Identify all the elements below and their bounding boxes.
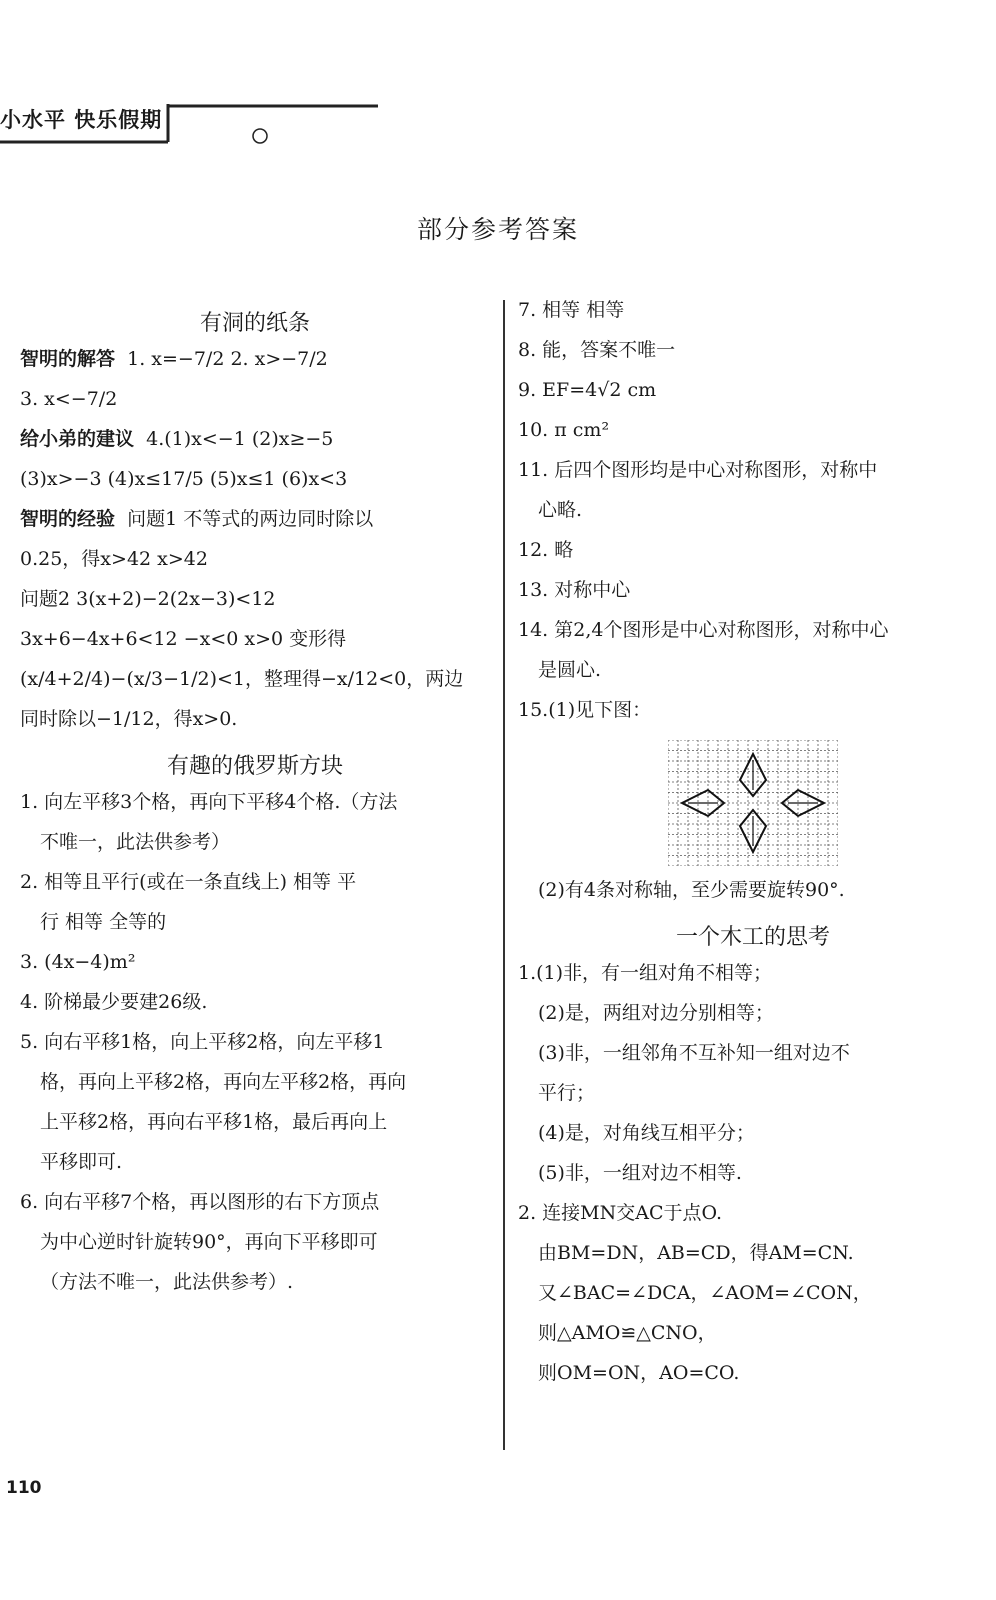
answer-line: 又∠BAC=∠DCA，∠AOM=∠CON，	[538, 1282, 872, 1304]
answer-line: 8. 能，答案不唯一	[518, 339, 676, 361]
figure-caption: (2)有4条对称轴，至少需要旋转90°.	[538, 879, 845, 901]
left-column	[20, 300, 490, 1312]
section-title: 有洞的纸条	[199, 311, 310, 336]
answer-line: 上平移2格，再向右平移1格，最后再向上	[40, 1111, 388, 1133]
answer-line: 平移即可.	[40, 1151, 123, 1173]
answer-line: (2)是，两组对边分别相等；	[538, 1002, 774, 1024]
answer-line: 则OM=ON，AO=CO.	[538, 1362, 740, 1384]
answer-line: 智明的经验 问题1 不等式的两边同时除以	[20, 508, 374, 530]
answer-line: 由BM=DN，AB=CD，得AM=CN.	[538, 1242, 854, 1264]
answer-line: 12. 略	[518, 539, 574, 561]
page-title: 部分参考答案	[416, 215, 579, 244]
answer-line: 格，再向上平移2格，再向左平移2格，再向	[40, 1071, 407, 1093]
answer-line: (3)非，一组邻角不互补知一组对边不	[538, 1042, 850, 1064]
answer-line: 为中心逆时针旋转90°，再向下平移即可	[40, 1231, 378, 1253]
answer-line: 1. 向左平移3个格，再向下平移4个格.（方法	[20, 791, 398, 813]
page-number: 110	[6, 1478, 42, 1498]
column-divider	[503, 300, 505, 1450]
answer-line: 问题2 3(x+2)−2(2x−3)<12	[20, 588, 276, 610]
section-title: 一个木工的思考	[675, 925, 830, 950]
header-banner: 小水平 快乐假期	[0, 108, 163, 132]
answer-line: 是圆心.	[538, 659, 602, 681]
answer-line: 3. x<−7/2	[20, 388, 118, 410]
answer-line: 9. EF=4√2 cm	[518, 379, 657, 401]
answer-line: 14. 第2,4个图形是中心对称图形，对称中心	[518, 619, 889, 641]
answer-line: 15.(1)见下图：	[518, 699, 652, 721]
answer-line: 2. 相等且平行(或在一条直线上) 相等 平	[20, 871, 357, 893]
answer-line: (3)x>−3 (4)x≤17/5 (5)x≤1 (6)x<3	[20, 468, 348, 490]
grid-figure	[668, 740, 838, 866]
answer-line: 不唯一，此法供参考）	[40, 831, 231, 853]
answer-line: 13. 对称中心	[518, 579, 631, 601]
answer-line: 2. 连接MN交AC于点O.	[518, 1202, 723, 1224]
answer-line: 1.(1)非，有一组对角不相等；	[518, 962, 773, 984]
answer-line: (4)是，对角线互相平分；	[538, 1122, 755, 1144]
answer-line: 5. 向右平移1格，向上平移2格，向左平移1	[20, 1031, 385, 1053]
answer-line: 3. (4x−4)m²	[20, 951, 136, 973]
answer-line: 0.25，得x>42 x>42	[20, 548, 208, 570]
answer-line: （方法不唯一，此法供参考）.	[40, 1271, 294, 1293]
header-decoration	[0, 96, 380, 156]
answer-line: (5)非，一组对边不相等.	[538, 1162, 742, 1184]
answer-line: 智明的解答 1. x=−7/2 2. x>−7/2	[20, 348, 328, 370]
answer-line: 给小弟的建议 4.(1)x<−1 (2)x≥−5	[20, 428, 334, 450]
answer-line: 平行；	[538, 1082, 596, 1104]
answer-line: 同时除以−1/12，得x>0.	[20, 708, 238, 730]
symmetry-figure	[518, 740, 988, 866]
answer-line: 3x+6−4x+6<12 −x<0 x>0 变形得	[20, 628, 347, 650]
sun-icon	[253, 129, 267, 143]
answer-line: 7. 相等 相等	[518, 299, 625, 321]
answer-line: 则△AMO≌△CNO，	[538, 1322, 717, 1344]
right-column	[518, 300, 988, 1403]
answer-line: 心略.	[538, 499, 583, 521]
answer-line: 10. π cm²	[518, 419, 610, 441]
section-title: 有趣的俄罗斯方块	[166, 754, 343, 779]
answer-line: 6. 向右平移7个格，再以图形的右下方顶点	[20, 1191, 380, 1213]
answer-line: 4. 阶梯最少要建26级.	[20, 991, 208, 1013]
answer-line: 11. 后四个图形均是中心对称图形，对称中	[518, 459, 878, 481]
answer-line: 行 相等 全等的	[40, 911, 167, 933]
answer-line: (x/4+2/4)−(x/3−1/2)<1，整理得−x/12<0，两边	[20, 668, 464, 690]
